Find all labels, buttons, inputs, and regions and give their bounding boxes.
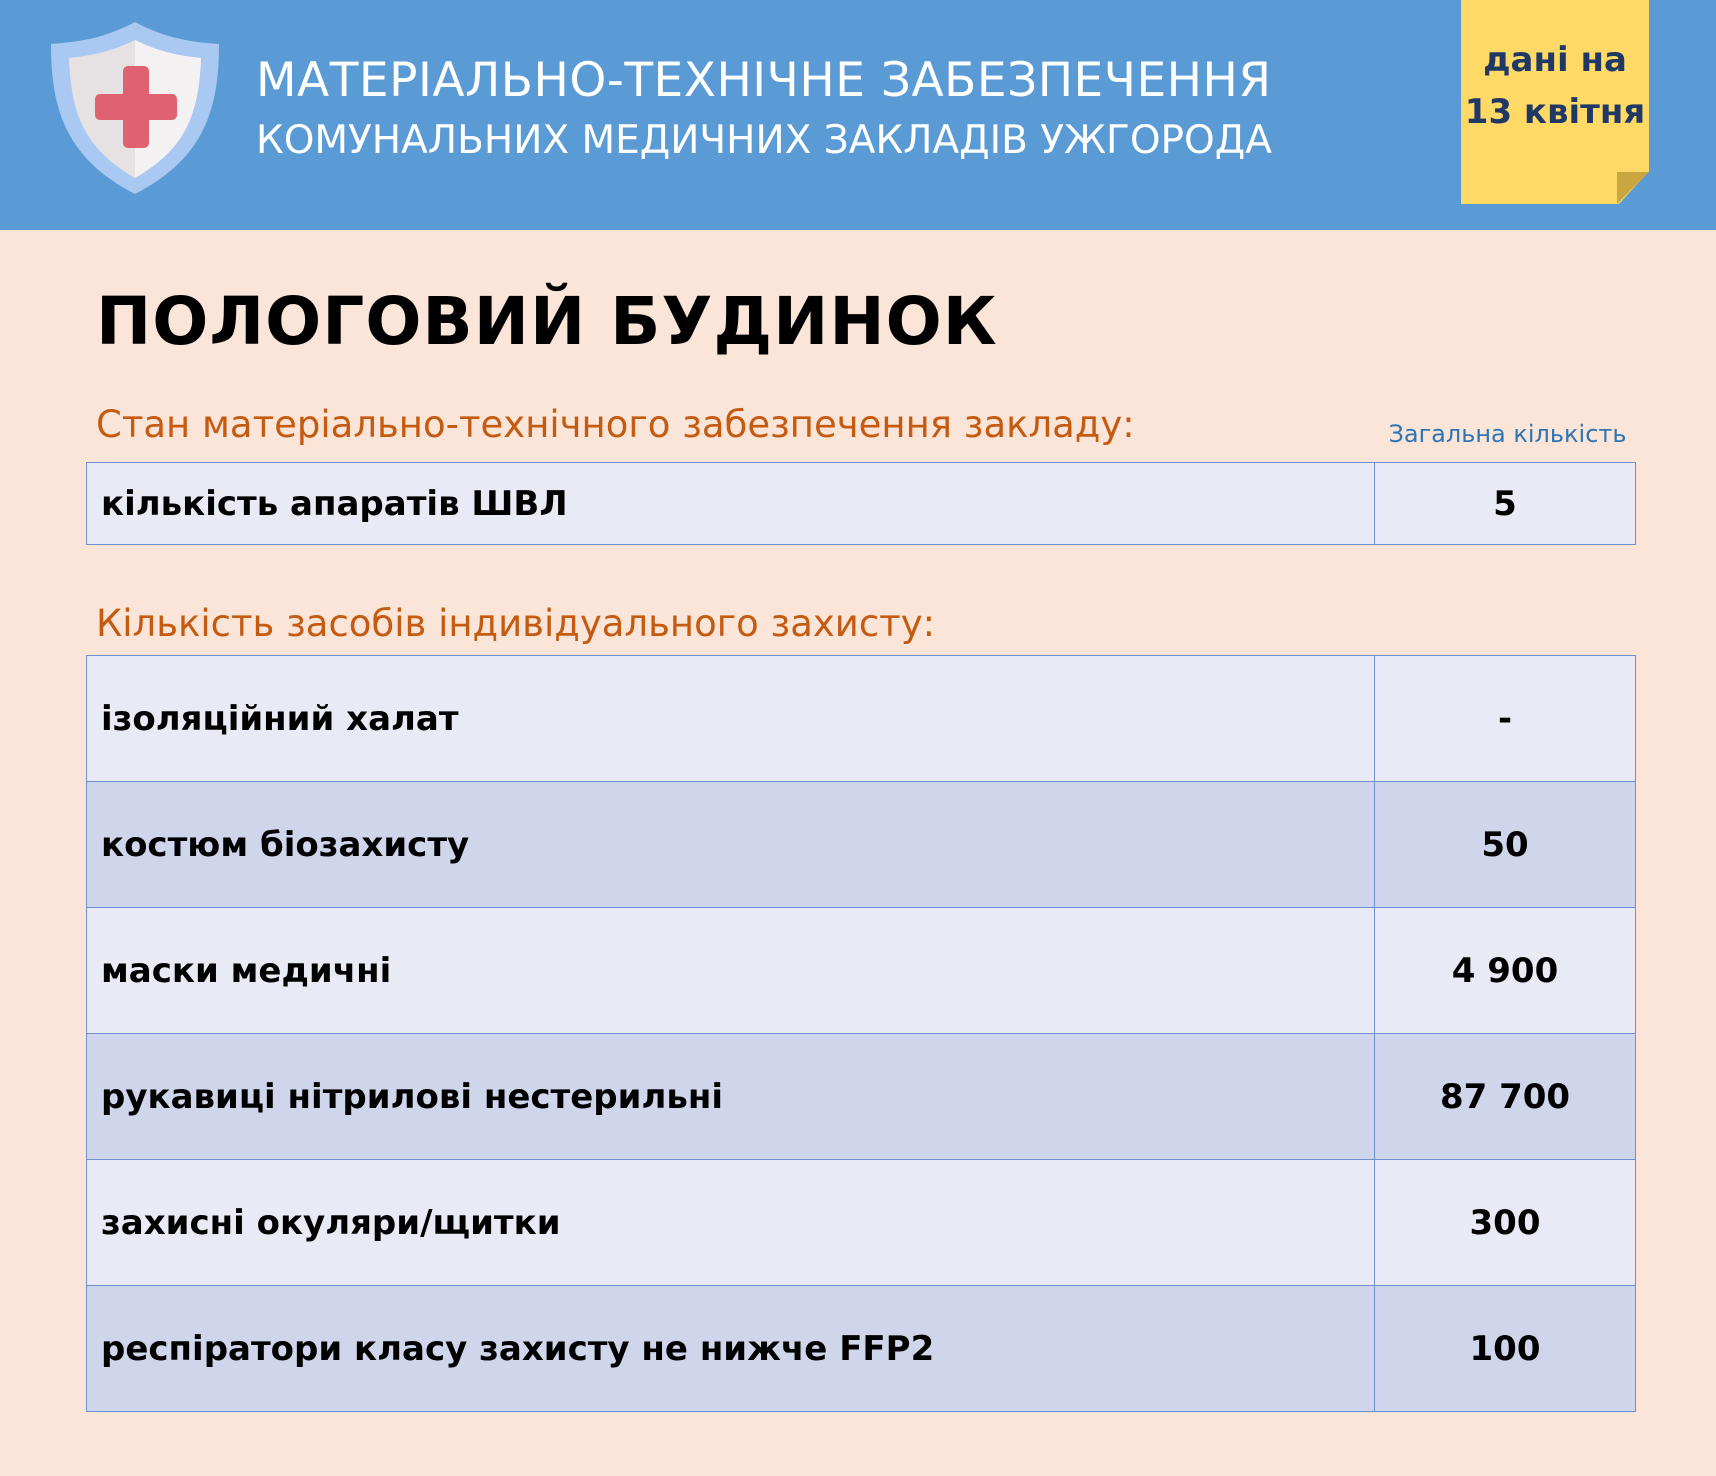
value-cell: 50 [1375, 782, 1636, 908]
table-row [87, 1034, 1636, 1160]
value-cell: 100 [1375, 1286, 1636, 1412]
header-bar [0, 0, 1716, 230]
date-line-2: 13 квітня [1464, 92, 1646, 132]
table-row [87, 656, 1636, 782]
table-row [87, 1160, 1636, 1286]
value-cell: 300 [1375, 1160, 1636, 1286]
value-cell: 87 700 [1375, 1034, 1636, 1160]
date-line-1: дані на [1483, 40, 1627, 80]
equipment-table [86, 462, 1636, 545]
table-row [87, 463, 1636, 545]
item-cell: рукавиці нітрилові нестерильні [87, 1034, 1375, 1160]
item-cell: кількість апаратів ШВЛ [87, 463, 1375, 545]
value-cell: 5 [1375, 463, 1636, 545]
item-cell: костюм біозахисту [87, 782, 1375, 908]
item-cell: ізоляційний халат [87, 656, 1375, 782]
item-cell: захисні окуляри/щитки [87, 1160, 1375, 1286]
table-row [87, 908, 1636, 1034]
total-quantity-header: Загальна кількість [1388, 420, 1627, 448]
value-cell: - [1375, 656, 1636, 782]
item-cell: респіратори класу захисту не нижче FFP2 [87, 1286, 1375, 1412]
value-cell: 4 900 [1375, 908, 1636, 1034]
medical-shield-icon [45, 18, 225, 198]
facility-title: ПОЛОГОВИЙ БУДИНОК [96, 283, 998, 360]
item-cell: маски медичні [87, 908, 1375, 1034]
equipment-heading: Стан матеріально-технічного забезпечення закладу: [96, 403, 1135, 446]
ppe-table [86, 655, 1636, 1412]
table-row [87, 782, 1636, 908]
ppe-heading: Кількість засобів індивідуального захисту: [96, 602, 936, 645]
table-row [87, 1286, 1636, 1412]
header-subtitle: КОМУНАЛЬНИХ МЕДИЧНИХ ЗАКЛАДІВ УЖГОРОДА [256, 118, 1272, 163]
date-label [1461, 34, 1649, 138]
header-title: МАТЕРІАЛЬНО-ТЕХНІЧНЕ ЗАБЕЗПЕЧЕННЯ [256, 53, 1272, 108]
